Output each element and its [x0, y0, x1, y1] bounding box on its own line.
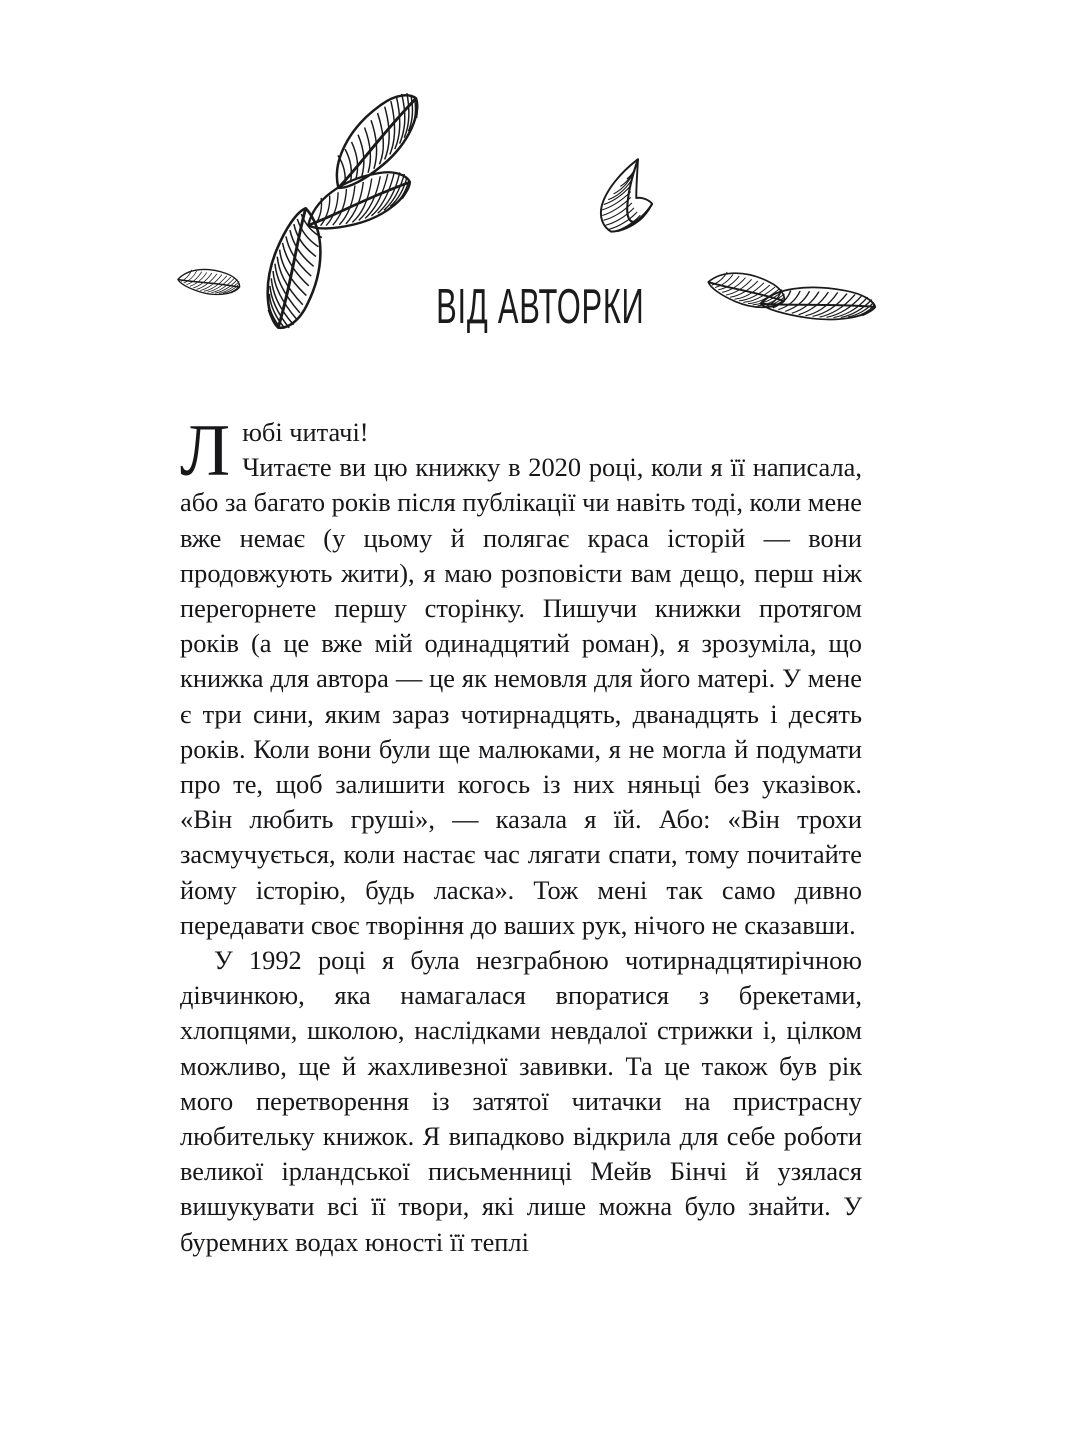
page-title-text: ВІД АВТОРКИ [435, 280, 645, 334]
leaf-upper-left-pair [313, 87, 437, 194]
paragraph-2 [180, 943, 862, 1260]
page-title [0, 280, 1080, 334]
paragraph-1-text: Читаєте ви цю книжку в 2020 році, коли я її написала, або за багато років після публікації чи навіть тоді, коли мене вже немає (у цьому й полягає краса історій — вони продовжують жити), я маю розповісти вам дещо, перш ніж перегорнете першу сторінку. Пишучи книжки протягом років (а це вже мій одинадцятий роман), я зрозуміла, що книжка для автора — це як немовля для його матері. У мене є три сини, яким зараз чотирнадцять, дванадцять і десять років. Коли вони були ще малюками, я не могла й подумати про те, щоб залишити когось із них няньці без указівок. «Він любить груші», — казала я їй. Або: «Він трохи засмучується, коли настає час лягати спати, тому почитайте йому історію, будь ласка». Тож мені так само дивно передавати своє творіння до ваших рук, нічого не сказавши. [180, 452, 862, 940]
paragraph-1 [180, 410, 862, 943]
leaf-upper-right-curved [598, 155, 658, 237]
paragraph-2-text: У 1992 році я була незграбною чотирнадцятирічною дівчинкою, яка намагалася впоратися з брекетами, хлопцями, школою, наслідками невдалої стрижки і, цілком можливо, ще й жахливезної завивки. Та це також був рік мого перетворення із затятої читачки на пристрасну любительку книжок. Я випадково відкрила для себе роботи великої ірландської письменниці Мейв Бінчі й узялася вишукувати всі її твори, які лише можна було знайти. У буремних водах юності її теплі [180, 945, 862, 1257]
salutation: юбі читачі! [242, 417, 369, 447]
drop-cap: Л [180, 410, 231, 492]
body-text [180, 410, 862, 1260]
